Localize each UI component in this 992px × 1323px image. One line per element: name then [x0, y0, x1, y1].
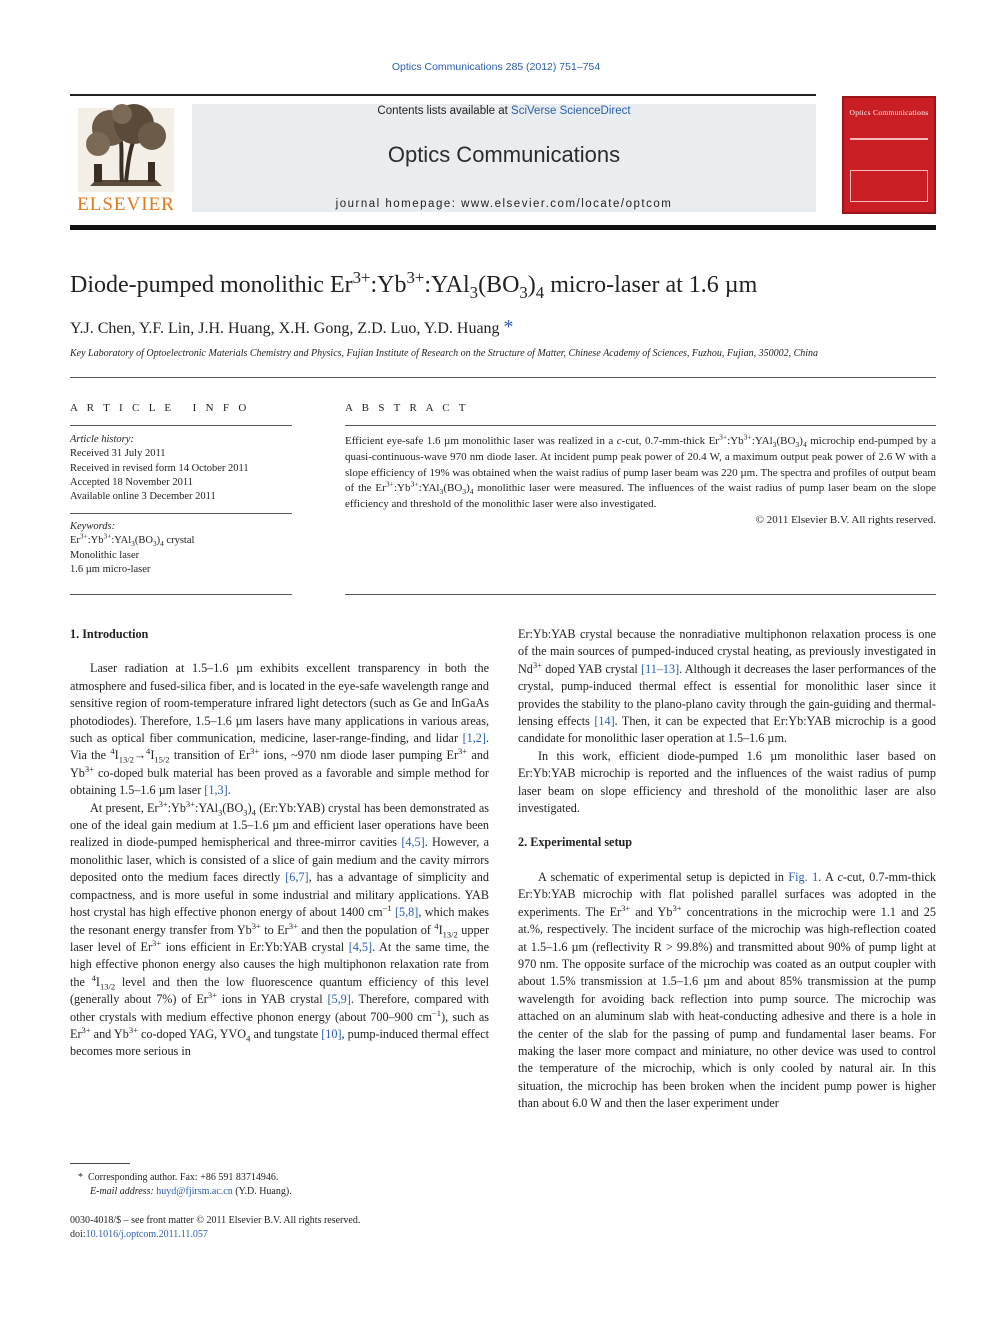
email-link[interactable]: huyd@fjirsm.ac.cn [156, 1186, 233, 1197]
affil-rule [70, 377, 936, 378]
abstract-rule-1 [345, 425, 936, 426]
title-rule [70, 225, 936, 230]
accepted-date: Accepted 18 November 2011 [70, 476, 193, 488]
elsevier-logo [70, 100, 182, 216]
revised-date: Received in revised form 14 October 2011 [70, 462, 249, 474]
cover-frame [850, 170, 928, 202]
authors [70, 316, 514, 339]
keyword-2: Monolithic laser [70, 549, 140, 561]
journal-title: Optics Communications [387, 142, 621, 167]
cover-line [850, 138, 928, 140]
abstract-text: Efficient eye-safe 1.6 µm monolithic laser was realized in a c-cut, 0.7-mm-thick $Er^{3+}:Yb^{3+}:YAl_3(BO_3)_4$ microchip end-pumped by a quasi-continuous-wave 970 nm diode laser. At incident pump peak power of 20.4 W, a maximum output peak power of 2.6 W with a slope efficiency of 19% was obtained when the waist radius of pump laser beam was 220 µm. The spectra and profiles of output beam of the $Er^{3+}:Yb^{3+}:YAl_3(BO_3)_4$ monolithic laser were measured. The influences of the waist radius of pump laser beam on the slope efficiency and threshold of the monolithic laser were also investigated. © 2011 Elsevier B.V. All rights reserved. [345, 434, 936, 529]
doi-line [70, 1228, 208, 1242]
header-rule [70, 94, 816, 96]
keywords [70, 520, 292, 577]
right-column [518, 626, 936, 1113]
article-title: Diode-pumped monolithic $Er^{3+}:Yb^{3+}:YAl_3(BO_3)_4$ micro-laser at 1.6 µm [70, 268, 758, 302]
history-label: Article history: [70, 434, 134, 445]
setup-paragraph-1: A schematic of experimental setup is depicted in Fig. 1. A c-cut, 0.7-mm-thick Er:Yb:YAB microchip with flat polished parallel surfaces was adopted in the experiments. The $Er^{3+}$ and $Yb^{3+}$ concentrations in the microchip were 1.1 and 25 at.%, respectively. The incident surface of the microchip was high-reflection coated at 1.5–1.6 µm (reflectivity R > 99.8%) and transmitted about 90% of pump light at 970 nm. The opposite surface of the microchip was coated as an output coupler with about 1.5% transmission at 1.5–1.6 µm and about 85% transmission at the pump wavelength for avoiding back reflection into pump source. The microchip was attached on an aluminum slab with heat-conducting adhesive and there is a hole in the center of the slab for the passing of pump and fundamental laser beams. For making the laser more compact and miniature, no other device was used to control the temperature of the microchip, which is only cooled by natural air. In this situation, the microchip has been broken when the incident pump power is higher than about 6.0 W and then the laser experiment under [518, 869, 936, 1111]
journal-cover [842, 96, 936, 214]
cover-title: Optics Communications [849, 108, 929, 117]
footnote-rule [70, 1163, 130, 1164]
received-date: Received 31 July 2011 [70, 448, 166, 460]
email-label: E-mail address: [90, 1186, 154, 1197]
info-rule-1 [70, 425, 292, 426]
left-column [70, 626, 489, 1061]
doi-link[interactable]: 10.1016/j.optcom.2011.11.057 [85, 1229, 208, 1240]
keyword-3: 1.6 µm micro-laser [70, 563, 151, 575]
intro-paragraph-2: At present, $Er^{3+}:Yb^{3+}:YAl_3(BO_3)_4$ (Er:Yb:YAB) crystal has been demonstrated as one of the ideal gain medium at 1.5–1.6 µm and efficient laser operations have been realized in diode-pumped hemispherical and three-mirror cavities [4,5]. However, a monolithic laser, which is consisted of a slice of gain medium and the cavity mirrors deposited onto the medium faces directly [6,7], has a advantage of simplicity and compactness, and is more useful in some industrial and military applications. YAB host crystal has high effective phonon energy of about 1400 $cm^{-1}$ [5,8], which makes the resonant energy transfer from $Yb^{3+}$ to $Er^{3+}$ and then the population of $^4I_{13/2}$ upper laser level of $Er^{3+}$ ions efficient in Er:Yb:YAB crystal [4,5]. At the same time, the high effective phonon energy also causes the high multiphonon relaxation rate from the $^4I_{13/2}$ level and then the low fluorescence quantum efficiency of this level (generally about 7%) of $Er^{3+}$ ions in YAB crystal [5,9]. Therefore, compared with other crystals with medium effective phonon energy (about 700–900 $cm^{-1}$), such as $Er^{3+}$ and $Yb^{3+}$ co-doped YAG, $YVO_4$ and tungstate [10], pump-induced thermal effect becomes more serious in [70, 798, 490, 1059]
intro-paragraph-2-cont: Er:Yb:YAB crystal because the nonradiative multiphonon relaxation process is one of the main sources of pumped-induced crystal heating, as previously investigated in $Nd^{3+}$ doped YAB crystal [11–13]. Although it decreases the laser performances of the crystal, pump-induced thermal effect is essential for monolithic laser since it provides the stability to the plano-plano cavity through the gain-guiding and thermal-lensing effects [14]. Then, it can be expected that Er:Yb:YAB microchip is a good candidate for monolithic laser operation at 1.5–1.6 µm. [518, 627, 936, 746]
intro-paragraph-1: Laser radiation at 1.5–1.6 µm exhibits excellent transparency in both the atmosphere and fused-silica fiber, and is located in the eye-safe wavelength range and sensitive region of room-temperature infrared light detectors (such as Ge and InGaAs photodiodes). Therefore, 1.5–1.6 µm lasers have many applications in various areas, such as optical fiber communication, medicine, laser-range-finding, and lidar [1,2]. Via the $^4I_{13/2}\to^4I_{15/2}$ transition of $Er^{3+}$ ions, ~970 nm diode laser pumping $Er^{3+}$ and $Yb^{3+}$ co-doped bulk material has been proved as a favorable and simple method for obtaining 1.5–1.6 µm laser [1,3]. [70, 661, 490, 798]
affiliation: Key Laboratory of Optoelectronic Materials Chemistry and Physics, Fujian Institute of Research on the Structure of Matter, Chinese Academy of Sciences, Fuzhou, Fujian, 350002, China [70, 348, 819, 359]
author-list: Y.J. Chen, Y.F. Lin, J.H. Huang, X.H. Gong, Z.D. Luo, Y.D. Huang [70, 320, 500, 337]
article-history [70, 433, 292, 504]
abstract-rule-2 [345, 594, 936, 595]
elsevier-wordmark: ELSEVIER [77, 194, 175, 215]
abstract-copyright: © 2011 Elsevier B.V. All rights reserved. [755, 513, 936, 526]
journal-homepage[interactable]: journal homepage: www.elsevier.com/locate/optcom [335, 198, 673, 210]
contents-line [192, 105, 816, 117]
intro-paragraph-3: In this work, efficient diode-pumped 1.6 µm monolithic laser based on Er:Yb:YAB microchip is reported and the influences of the waist radius of pump laser beam on slope efficiency and threshold of the monolithic laser are also investigated. [518, 748, 936, 816]
keyword-1: $Er^{3+}:Yb^{3+}:YAl_3(BO_3)_4$ crystal [70, 531, 195, 549]
article-info-label: A R T I C L E I N F O [70, 402, 250, 414]
info-rule-2 [70, 513, 292, 514]
abstract-label: A B S T R A C T [345, 402, 469, 414]
online-date: Available online 3 December 2011 [70, 491, 216, 503]
contents-prefix: Contents lists available at [377, 105, 512, 117]
corresponding-asterisk[interactable]: * [503, 316, 514, 338]
email-suffix: (Y.D. Huang). [232, 1186, 292, 1197]
corresponding-text: Corresponding author. Fax: +86 591 83714946. [88, 1172, 279, 1183]
setup-heading: 2. Experimental setup [518, 835, 633, 850]
journal-reference[interactable]: Optics Communications 285 (2012) 751–754 [391, 61, 601, 73]
keywords-label: Keywords: [70, 521, 116, 532]
sciverse-link[interactable]: SciVerse ScienceDirect [511, 105, 631, 117]
issn-line: 0030-4018/$ – see front matter © 2011 Elsevier B.V. All rights reserved. [70, 1215, 361, 1226]
corresponding-footnote: * Corresponding author. Fax: +86 591 83714946. E-mail address: huyd@fjirsm.ac.cn (Y.D. Huang). [78, 1172, 292, 1197]
doi-label: doi: [70, 1229, 86, 1240]
info-rule-3 [70, 594, 292, 595]
intro-heading: 1. Introduction [70, 627, 149, 641]
